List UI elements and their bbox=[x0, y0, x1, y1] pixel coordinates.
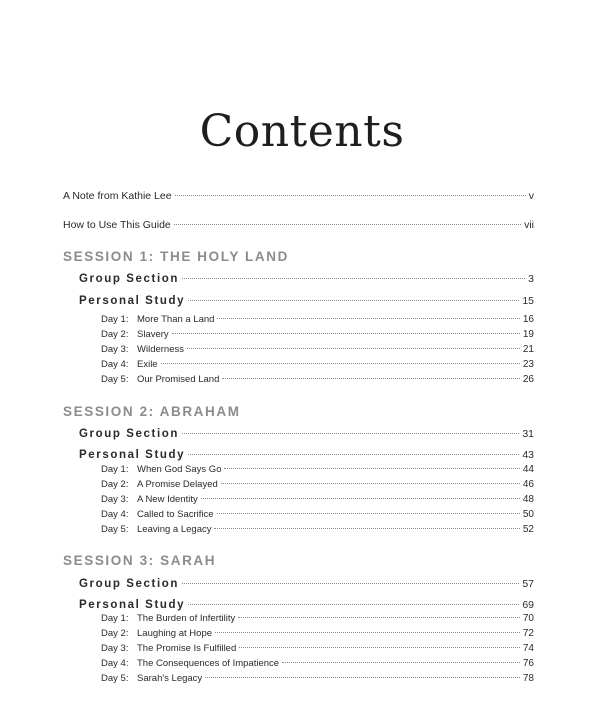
day-page: 78 bbox=[522, 673, 534, 684]
day-entry[interactable] bbox=[101, 658, 534, 669]
dot-leader bbox=[238, 617, 520, 618]
day-title: A Promise Delayed bbox=[137, 479, 218, 490]
day-entry[interactable] bbox=[101, 314, 534, 325]
day-entry[interactable] bbox=[101, 344, 534, 355]
day-entry[interactable] bbox=[101, 359, 534, 370]
day-entry[interactable] bbox=[101, 479, 534, 490]
day-entry[interactable] bbox=[101, 643, 534, 654]
dot-leader bbox=[188, 604, 519, 605]
day-entry[interactable] bbox=[101, 524, 534, 535]
session-1-heading: SESSION 1: THE HOLY LAND bbox=[63, 249, 289, 264]
day-page: 52 bbox=[522, 524, 534, 535]
day-number: Day 3: bbox=[101, 494, 129, 505]
dot-leader bbox=[182, 583, 519, 584]
day-number: Day 1: bbox=[101, 314, 129, 325]
section-label: Group Section bbox=[79, 273, 180, 285]
day-number: Day 4: bbox=[101, 359, 129, 370]
toc-entry-page: vii bbox=[524, 219, 534, 231]
day-entry[interactable] bbox=[101, 628, 534, 639]
day-number: Day 2: bbox=[101, 628, 129, 639]
section-page: 43 bbox=[522, 449, 534, 461]
day-number: Day 3: bbox=[101, 643, 129, 654]
day-entry[interactable] bbox=[101, 494, 534, 505]
section-page: 57 bbox=[522, 578, 534, 590]
section-page: 69 bbox=[522, 599, 534, 611]
dot-leader bbox=[222, 378, 520, 379]
day-page: 48 bbox=[522, 494, 534, 505]
day-title: Slavery bbox=[137, 329, 169, 340]
day-page: 76 bbox=[522, 658, 534, 669]
dot-leader bbox=[175, 195, 526, 196]
dot-leader bbox=[217, 513, 520, 514]
day-number: Day 5: bbox=[101, 673, 129, 684]
session-3-personal-study[interactable] bbox=[79, 599, 534, 611]
day-title: When God Says Go bbox=[137, 464, 222, 475]
day-title: A New Identity bbox=[137, 494, 198, 505]
day-title: Wilderness bbox=[137, 344, 184, 355]
day-title: The Promise Is Fulfilled bbox=[137, 643, 237, 654]
section-label: Group Section bbox=[79, 578, 180, 590]
day-title: Our Promised Land bbox=[137, 374, 220, 385]
day-page: 19 bbox=[522, 329, 534, 340]
session-2-heading: SESSION 2: ABRAHAM bbox=[63, 404, 241, 419]
day-page: 16 bbox=[522, 314, 534, 325]
day-number: Day 4: bbox=[101, 509, 129, 520]
dot-leader bbox=[282, 662, 520, 663]
day-title: Sarah's Legacy bbox=[137, 673, 203, 684]
session-1-group-section[interactable] bbox=[79, 273, 534, 285]
page-title: Contents bbox=[199, 106, 405, 157]
toc-entry-note[interactable] bbox=[63, 190, 534, 202]
toc-entry-how-to-use[interactable] bbox=[63, 219, 534, 231]
session-2-group-section[interactable] bbox=[79, 428, 534, 440]
day-title: The Burden of Infertility bbox=[137, 613, 236, 624]
dot-leader bbox=[161, 363, 520, 364]
dot-leader bbox=[214, 528, 519, 529]
day-entry[interactable] bbox=[101, 329, 534, 340]
toc-entry-label: How to Use This Guide bbox=[63, 219, 171, 231]
dot-leader bbox=[221, 483, 520, 484]
day-title: Called to Sacrifice bbox=[137, 509, 214, 520]
dot-leader bbox=[224, 468, 519, 469]
day-entry[interactable] bbox=[101, 509, 534, 520]
section-label: Personal Study bbox=[79, 449, 186, 461]
session-2-personal-study[interactable] bbox=[79, 449, 534, 461]
day-number: Day 5: bbox=[101, 374, 129, 385]
day-page: 21 bbox=[522, 344, 534, 355]
section-page: 15 bbox=[522, 295, 534, 307]
day-title: Leaving a Legacy bbox=[137, 524, 212, 535]
section-page: 3 bbox=[528, 273, 534, 285]
day-title: The Consequences of Impatience bbox=[137, 658, 280, 669]
day-page: 26 bbox=[522, 374, 534, 385]
session-3-heading: SESSION 3: SARAH bbox=[63, 553, 217, 568]
dot-leader bbox=[188, 454, 519, 455]
dot-leader bbox=[217, 318, 519, 319]
day-entry[interactable] bbox=[101, 613, 534, 624]
dot-leader bbox=[182, 278, 525, 279]
day-number: Day 1: bbox=[101, 464, 129, 475]
day-entry[interactable] bbox=[101, 673, 534, 684]
section-page: 31 bbox=[522, 428, 534, 440]
day-entry[interactable] bbox=[101, 464, 534, 475]
day-title: Exile bbox=[137, 359, 158, 370]
day-page: 23 bbox=[522, 359, 534, 370]
toc-entry-page: v bbox=[528, 190, 534, 202]
day-title: More Than a Land bbox=[137, 314, 215, 325]
day-page: 72 bbox=[522, 628, 534, 639]
day-page: 50 bbox=[522, 509, 534, 520]
dot-leader bbox=[182, 433, 519, 434]
dot-leader bbox=[188, 300, 519, 301]
session-3-group-section[interactable] bbox=[79, 578, 534, 590]
dot-leader bbox=[201, 498, 520, 499]
day-page: 74 bbox=[522, 643, 534, 654]
day-number: Day 1: bbox=[101, 613, 129, 624]
day-number: Day 3: bbox=[101, 344, 129, 355]
day-number: Day 2: bbox=[101, 329, 129, 340]
dot-leader bbox=[215, 632, 520, 633]
day-number: Day 2: bbox=[101, 479, 129, 490]
day-page: 46 bbox=[522, 479, 534, 490]
dot-leader bbox=[205, 677, 520, 678]
dot-leader bbox=[174, 224, 521, 225]
section-label: Personal Study bbox=[79, 599, 186, 611]
section-label: Personal Study bbox=[79, 295, 186, 307]
section-label: Group Section bbox=[79, 428, 180, 440]
dot-leader bbox=[172, 333, 520, 334]
day-number: Day 5: bbox=[101, 524, 129, 535]
dot-leader bbox=[239, 647, 520, 648]
day-page: 44 bbox=[522, 464, 534, 475]
day-page: 70 bbox=[522, 613, 534, 624]
toc-entry-label: A Note from Kathie Lee bbox=[63, 190, 172, 202]
day-title: Laughing at Hope bbox=[137, 628, 213, 639]
day-entry[interactable] bbox=[101, 374, 534, 385]
day-number: Day 4: bbox=[101, 658, 129, 669]
session-1-personal-study[interactable] bbox=[79, 295, 534, 307]
dot-leader bbox=[187, 348, 520, 349]
